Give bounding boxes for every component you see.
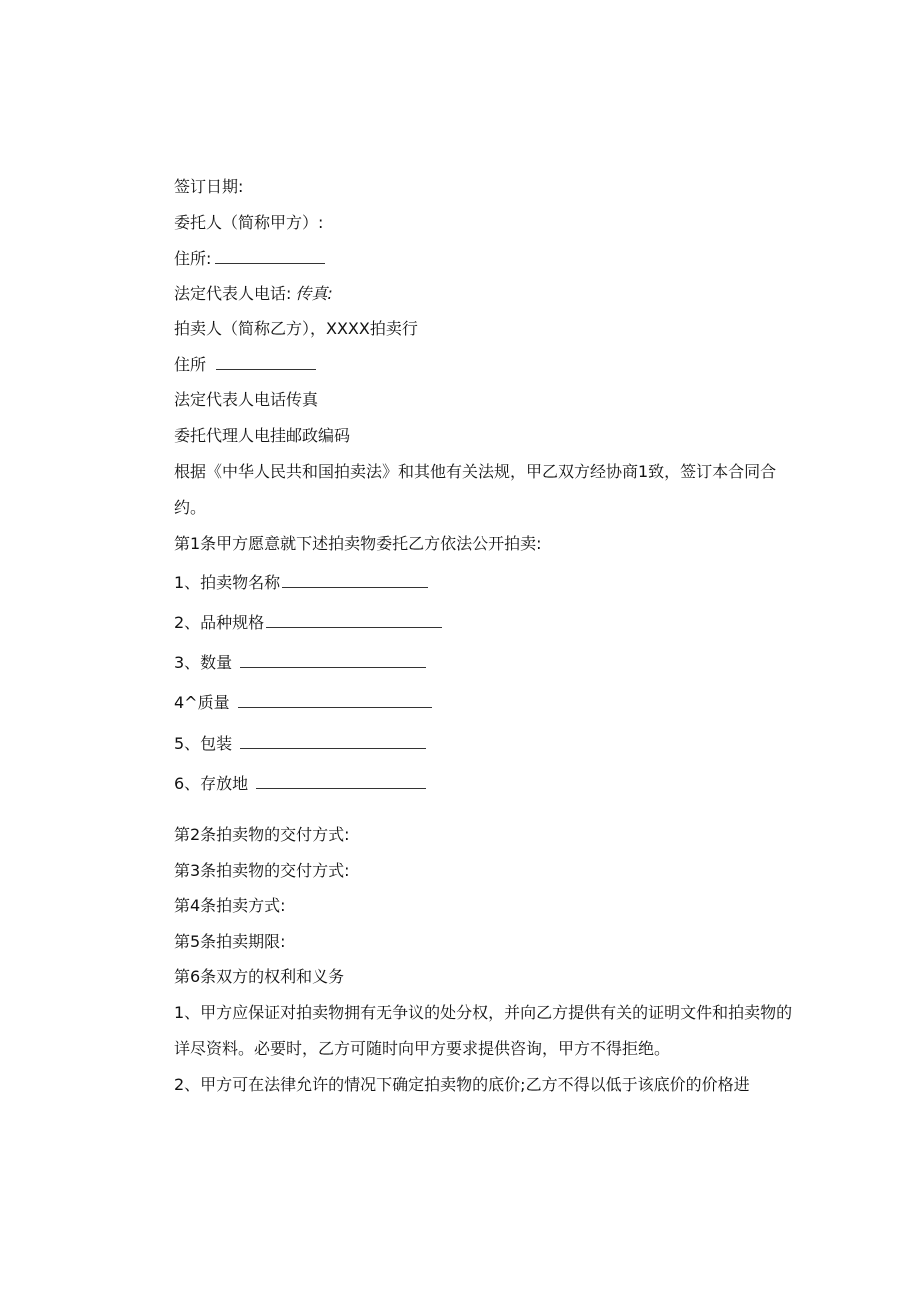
agent: 委托代理人电挂邮政编码 [174, 426, 351, 445]
article-4: 第4条拍卖方式: [174, 896, 286, 915]
address-a [174, 249, 325, 269]
article-1-title: 第1条甲方愿意就下述拍卖物委托乙方依法公开拍卖: [174, 534, 542, 553]
sign-date: 签订日期: [174, 177, 244, 196]
item-6-blank [256, 774, 426, 789]
rep-b: 法定代表人电话传真 [174, 390, 319, 409]
item-1 [174, 573, 428, 593]
item-5-blank [240, 734, 426, 749]
clause-2 [174, 1067, 794, 1103]
item-6-label: 6、存放地 [174, 774, 249, 793]
clause-2-text: 2、甲方可在法律允许的情况下确定拍卖物的底价;乙方不得以低于该底价的价格进 [174, 1075, 750, 1094]
address-b-label: 住所 [174, 355, 207, 374]
item-1-label: 1、拍卖物名称 [174, 573, 281, 592]
party-b: 拍卖人（简称乙方），XXXX拍卖行 [174, 319, 418, 338]
item-5-label: 5、包装 [174, 734, 233, 753]
item-3 [174, 653, 426, 673]
item-4 [174, 693, 432, 713]
item-5 [174, 734, 426, 754]
item-6 [174, 774, 426, 794]
item-2 [174, 613, 442, 633]
address-b-blank [216, 355, 316, 370]
item-1-blank [282, 573, 428, 588]
address-b [174, 355, 316, 375]
party-a: 委托人（简称甲方）: [174, 213, 324, 232]
item-2-label: 2、品种规格 [174, 613, 265, 632]
item-2-blank [266, 613, 442, 628]
address-a-blank [215, 249, 325, 264]
item-3-label: 3、数量 [174, 653, 233, 672]
item-4-label: 4^质量 [174, 693, 230, 712]
preamble [174, 454, 794, 526]
article-6: 第6条双方的权利和义务 [174, 967, 345, 986]
article-5: 第5条拍卖期限: [174, 932, 286, 951]
article-2: 第2条拍卖物的交付方式: [174, 825, 350, 844]
preamble-text: 根据《中华人民共和国拍卖法》和其他有关法规，甲乙双方经协商1致，签订本合同合约。 [174, 462, 777, 517]
rep-a-fax: 传真: [295, 284, 333, 303]
address-a-label: 住所: [174, 249, 212, 268]
rep-a-phone: 法定代表人电话: [174, 284, 292, 303]
item-3-blank [240, 653, 426, 668]
article-3: 第3条拍卖物的交付方式: [174, 861, 350, 880]
item-4-blank [238, 693, 432, 708]
rep-a [174, 284, 333, 304]
clause-1-text: 1、甲方应保证对拍卖物拥有无争议的处分权，并向乙方提供有关的证明文件和拍卖物的详尽资料。必要时，乙方可随时向甲方要求提供咨询，甲方不得拒绝。 [174, 1003, 793, 1058]
clause-1 [174, 995, 794, 1067]
